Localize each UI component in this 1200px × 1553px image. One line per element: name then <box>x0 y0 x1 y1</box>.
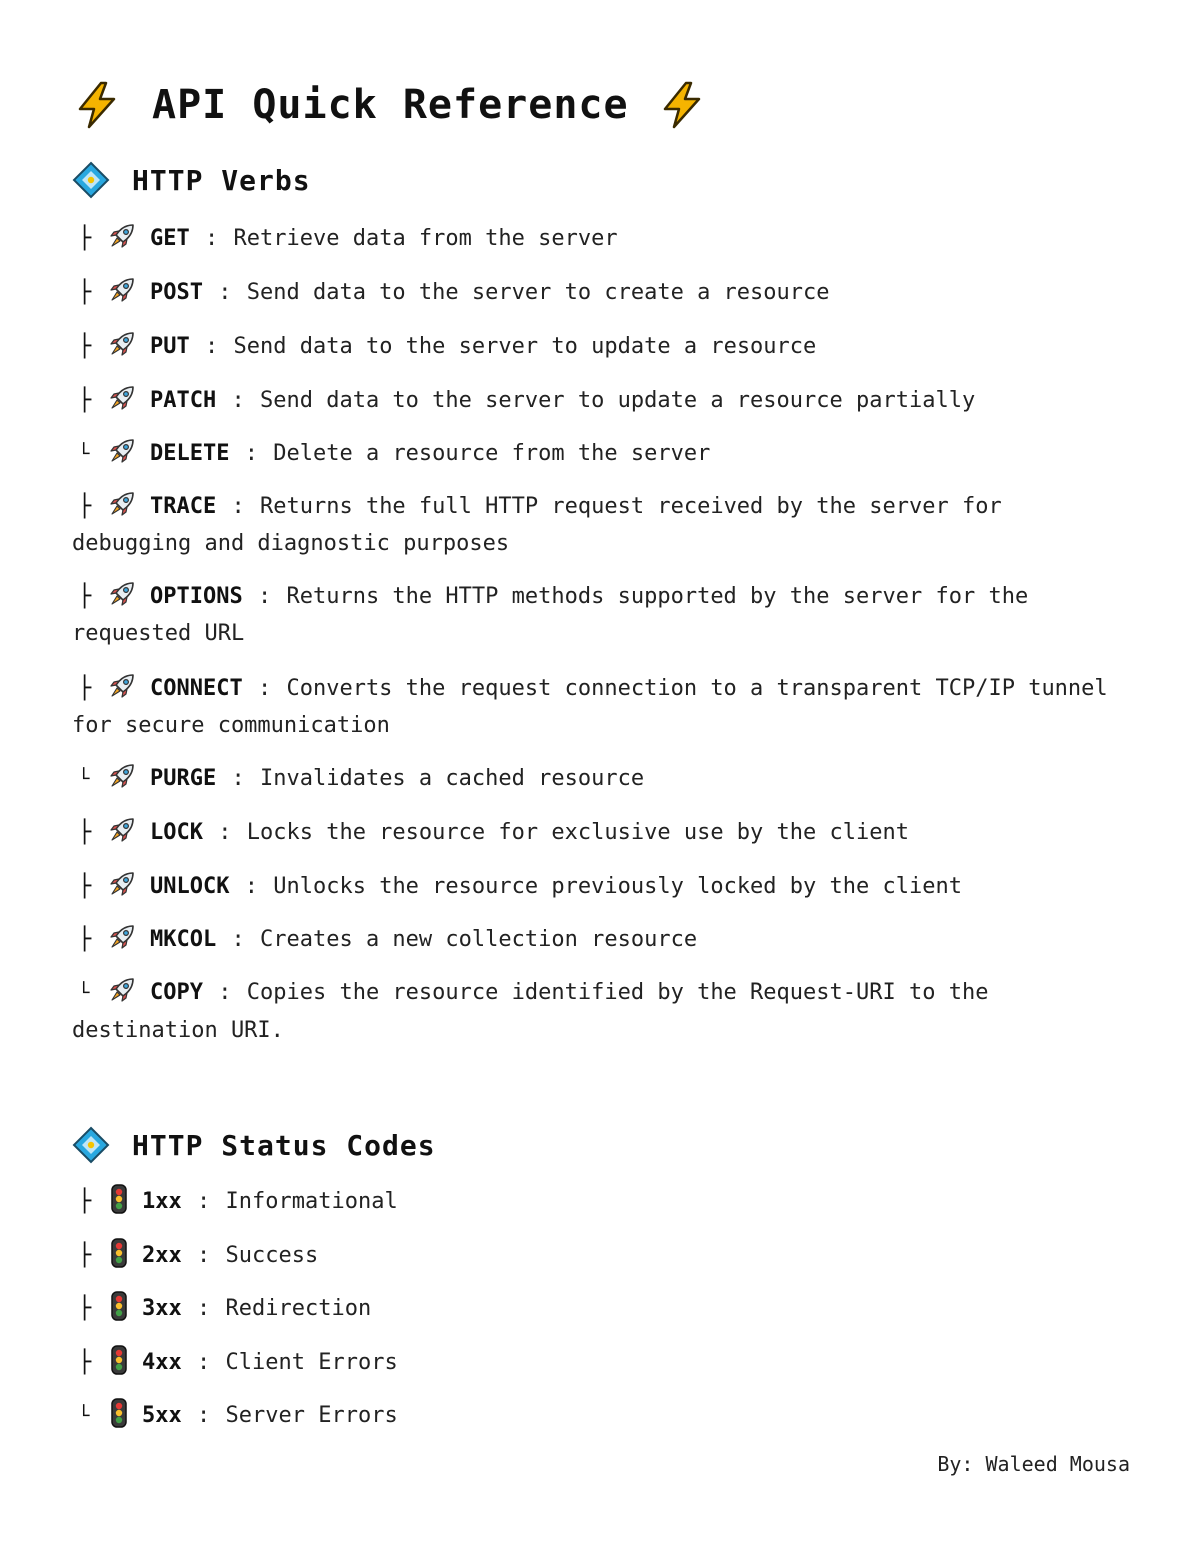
verbs-item <box>72 382 1132 419</box>
tree-branch: ├ <box>78 1296 92 1321</box>
separator: : <box>257 676 272 701</box>
status-term: 3xx <box>142 1296 182 1321</box>
verbs-term: OPTIONS <box>150 584 243 609</box>
verbs-description: Send data to the server to update a resource partially <box>259 388 976 413</box>
rocket-icon <box>108 923 136 951</box>
verbs-term: LOCK <box>150 820 203 845</box>
verbs-description: Retrieve data from the server <box>233 226 618 251</box>
verbs-term: PUT <box>150 334 190 359</box>
verbs-item <box>72 220 1132 257</box>
verbs-term: TRACE <box>150 494 217 519</box>
verbs-item <box>72 488 1132 562</box>
rocket-icon <box>108 672 136 700</box>
separator: : <box>197 1243 211 1268</box>
verbs-item <box>72 435 1132 473</box>
tree-branch: ├ <box>78 494 92 519</box>
status-description: Server Errors <box>225 1403 398 1428</box>
rocket-icon <box>108 816 136 844</box>
traffic-light-icon <box>110 1184 128 1214</box>
separator: : <box>197 1189 211 1214</box>
verbs-term: CONNECT <box>150 676 243 701</box>
separator: : <box>231 766 245 791</box>
verbs-item <box>72 578 1132 652</box>
separator: : <box>197 1350 211 1375</box>
separator: : <box>218 280 232 305</box>
separator: : <box>244 874 258 899</box>
tree-branch: ├ <box>78 874 92 899</box>
verbs-description: Locks the resource for exclusive use by the client <box>246 820 909 845</box>
diamond-icon <box>72 1126 110 1164</box>
status-term: 5xx <box>142 1403 182 1428</box>
status-item <box>72 1290 1132 1327</box>
rocket-icon <box>108 976 136 1004</box>
verbs-list <box>72 220 1132 1043</box>
separator: : <box>218 980 232 1005</box>
status-item <box>72 1397 1132 1435</box>
rocket-icon <box>108 276 136 304</box>
verbs-description: Unlocks the resource previously locked by the client <box>273 874 962 899</box>
tree-branch: ├ <box>78 676 92 701</box>
verbs-item <box>72 760 1132 798</box>
separator: : <box>205 226 219 251</box>
section-heading-status <box>72 1125 436 1165</box>
status-term: 1xx <box>142 1189 182 1214</box>
diamond-icon <box>72 161 110 199</box>
separator: : <box>231 388 245 413</box>
tree-branch: ├ <box>78 388 92 413</box>
page-title <box>72 70 1132 140</box>
separator: : <box>205 334 219 359</box>
tree-branch: ├ <box>78 1350 92 1375</box>
status-term: 4xx <box>142 1350 182 1375</box>
rocket-icon <box>108 222 136 250</box>
verbs-item <box>72 868 1132 905</box>
traffic-light-icon <box>110 1291 128 1321</box>
verbs-item <box>72 974 1132 1049</box>
rocket-icon <box>108 870 136 898</box>
tree-branch: └ <box>78 1405 90 1427</box>
status-description: Client Errors <box>225 1350 398 1375</box>
verbs-description: Creates a new collection resource <box>259 927 698 952</box>
status-description: Success <box>225 1243 319 1268</box>
rocket-icon <box>108 330 136 358</box>
status-description: Redirection <box>225 1296 372 1321</box>
verbs-term: UNLOCK <box>150 874 230 899</box>
separator: : <box>244 441 258 466</box>
tree-branch: ├ <box>78 1243 92 1268</box>
verbs-term: MKCOL <box>150 927 217 952</box>
separator: : <box>197 1296 211 1321</box>
verbs-description: Send data to the server to update a resource <box>233 334 817 359</box>
rocket-icon <box>108 437 136 465</box>
tree-branch: └ <box>78 982 90 1004</box>
status-item <box>72 1183 1132 1220</box>
separator: : <box>257 584 272 609</box>
tree-branch: ├ <box>78 280 92 305</box>
tree-branch: ├ <box>78 1189 92 1214</box>
page-title-text: API Quick Reference <box>152 82 629 128</box>
section-heading-status-text: HTTP Status Codes <box>132 1128 436 1162</box>
tree-branch: └ <box>78 443 90 465</box>
rocket-icon <box>108 762 136 790</box>
rocket-icon <box>108 580 136 608</box>
verbs-item <box>72 814 1132 851</box>
verbs-description: Delete a resource from the server <box>273 441 711 466</box>
lightning-icon <box>72 80 122 130</box>
tree-branch: └ <box>78 768 90 790</box>
verbs-term: PURGE <box>150 766 217 791</box>
tree-branch: ├ <box>78 226 92 251</box>
status-term: 2xx <box>142 1243 182 1268</box>
lightning-icon <box>657 80 707 130</box>
verbs-term: PATCH <box>150 388 217 413</box>
status-item <box>72 1237 1132 1274</box>
separator: : <box>197 1403 211 1428</box>
verbs-item <box>72 670 1132 744</box>
rocket-icon <box>108 490 136 518</box>
byline: By: Waleed Mousa <box>937 1452 1130 1476</box>
verbs-description: Returns the full HTTP request received by the server for debugging and diagnostic purposes <box>72 494 1002 556</box>
verbs-term: GET <box>150 226 190 251</box>
traffic-light-icon <box>110 1238 128 1268</box>
verbs-description: Invalidates a cached resource <box>259 766 645 791</box>
tree-branch: ├ <box>78 820 92 845</box>
traffic-light-icon <box>110 1345 128 1375</box>
section-heading-verbs <box>72 160 1132 200</box>
verbs-term: POST <box>150 280 203 305</box>
status-description: Informational <box>225 1189 398 1214</box>
separator: : <box>218 820 232 845</box>
verbs-description: Copies the resource identified by the Request-URI to the destination URI. <box>72 980 989 1043</box>
tree-branch: ├ <box>78 584 92 609</box>
tree-branch: ├ <box>78 334 92 359</box>
verbs-item <box>72 328 1132 365</box>
tree-branch: ├ <box>78 927 92 952</box>
verbs-term: DELETE <box>150 441 230 466</box>
verbs-term: COPY <box>150 980 203 1005</box>
page <box>72 70 1132 1428</box>
traffic-light-icon <box>110 1398 128 1428</box>
separator: : <box>231 927 245 952</box>
rocket-icon <box>108 384 136 412</box>
separator: : <box>231 494 245 519</box>
verbs-description: Send data to the server to create a resource <box>246 280 830 305</box>
verbs-description: Converts the request connection to a transparent TCP/IP tunnel for secure communication <box>72 676 1108 738</box>
verbs-item <box>72 274 1132 311</box>
status-item <box>72 1344 1132 1381</box>
verbs-item <box>72 921 1132 958</box>
section-heading-verbs-text: HTTP Verbs <box>132 163 311 197</box>
verbs-description: Returns the HTTP methods supported by the server for the requested URL <box>72 584 1029 646</box>
